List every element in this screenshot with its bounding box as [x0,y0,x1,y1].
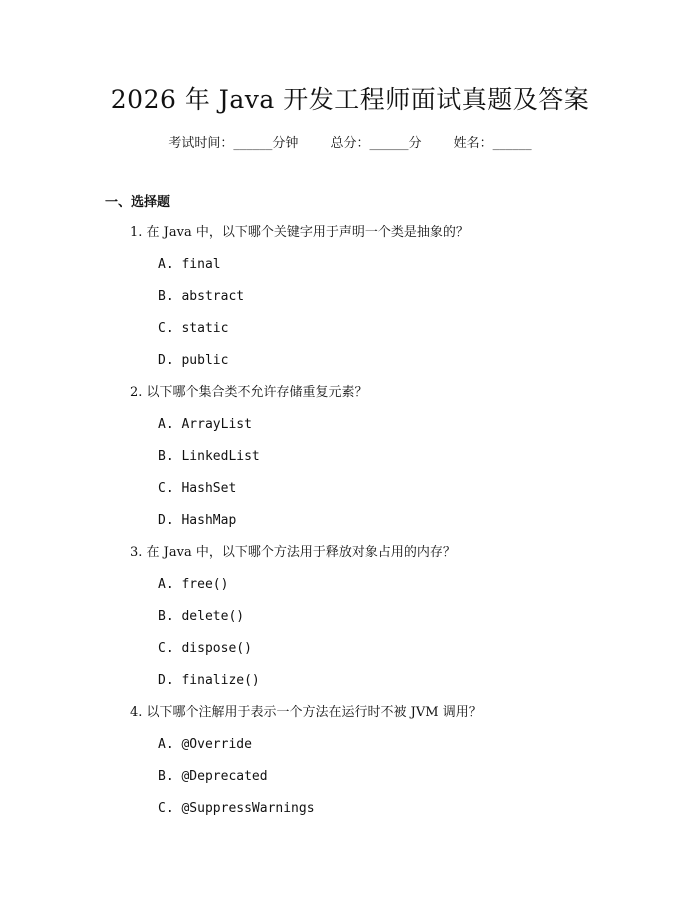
total-score: 总分：______分 [330,136,422,151]
question-2-option-d: D. HashMap [158,513,237,528]
exam-info [0,132,700,151]
exam-time: 考试时间：______分钟 [168,136,299,151]
question-4-option-c: C. @SuppressWarnings [158,801,315,816]
question-3-option-c: C. dispose() [158,641,252,656]
question-4-option-a: A. @Override [158,737,252,752]
question-list [0,224,700,832]
question-4: 4. 以下哪个注解用于表示一个方法在运行时不被 JVM 调用？ [130,705,482,720]
page-title: 2026 年 Java 开发工程师面试真题及答案 [110,85,590,114]
question-3-option-b: B. delete() [158,609,245,624]
question-1-option-a: A. final [158,257,221,272]
question-2-option-c: C. HashSet [158,481,237,496]
question-4-option-b: B. @Deprecated [158,769,268,784]
question-1-option-d: D. public [158,353,229,368]
question-1-option-b: B. abstract [158,289,245,304]
question-3-option-d: D. finalize() [158,673,260,688]
section-heading: 一、选择题 [105,195,171,210]
question-2-option-b: B. LinkedList [158,449,260,464]
question-2-option-a: A. ArrayList [158,417,252,432]
question-1-option-c: C. static [158,321,229,336]
student-name: 姓名：______ [453,136,532,151]
question-2: 2. 以下哪个集合类不允许存储重复元素？ [130,385,368,400]
question-3-option-a: A. free() [158,577,229,592]
question-3: 3. 在 Java 中，以下哪个方法用于释放对象占用的内存？ [130,545,456,560]
question-1: 1. 在 Java 中，以下哪个关键字用于声明一个类是抽象的？ [130,225,469,240]
